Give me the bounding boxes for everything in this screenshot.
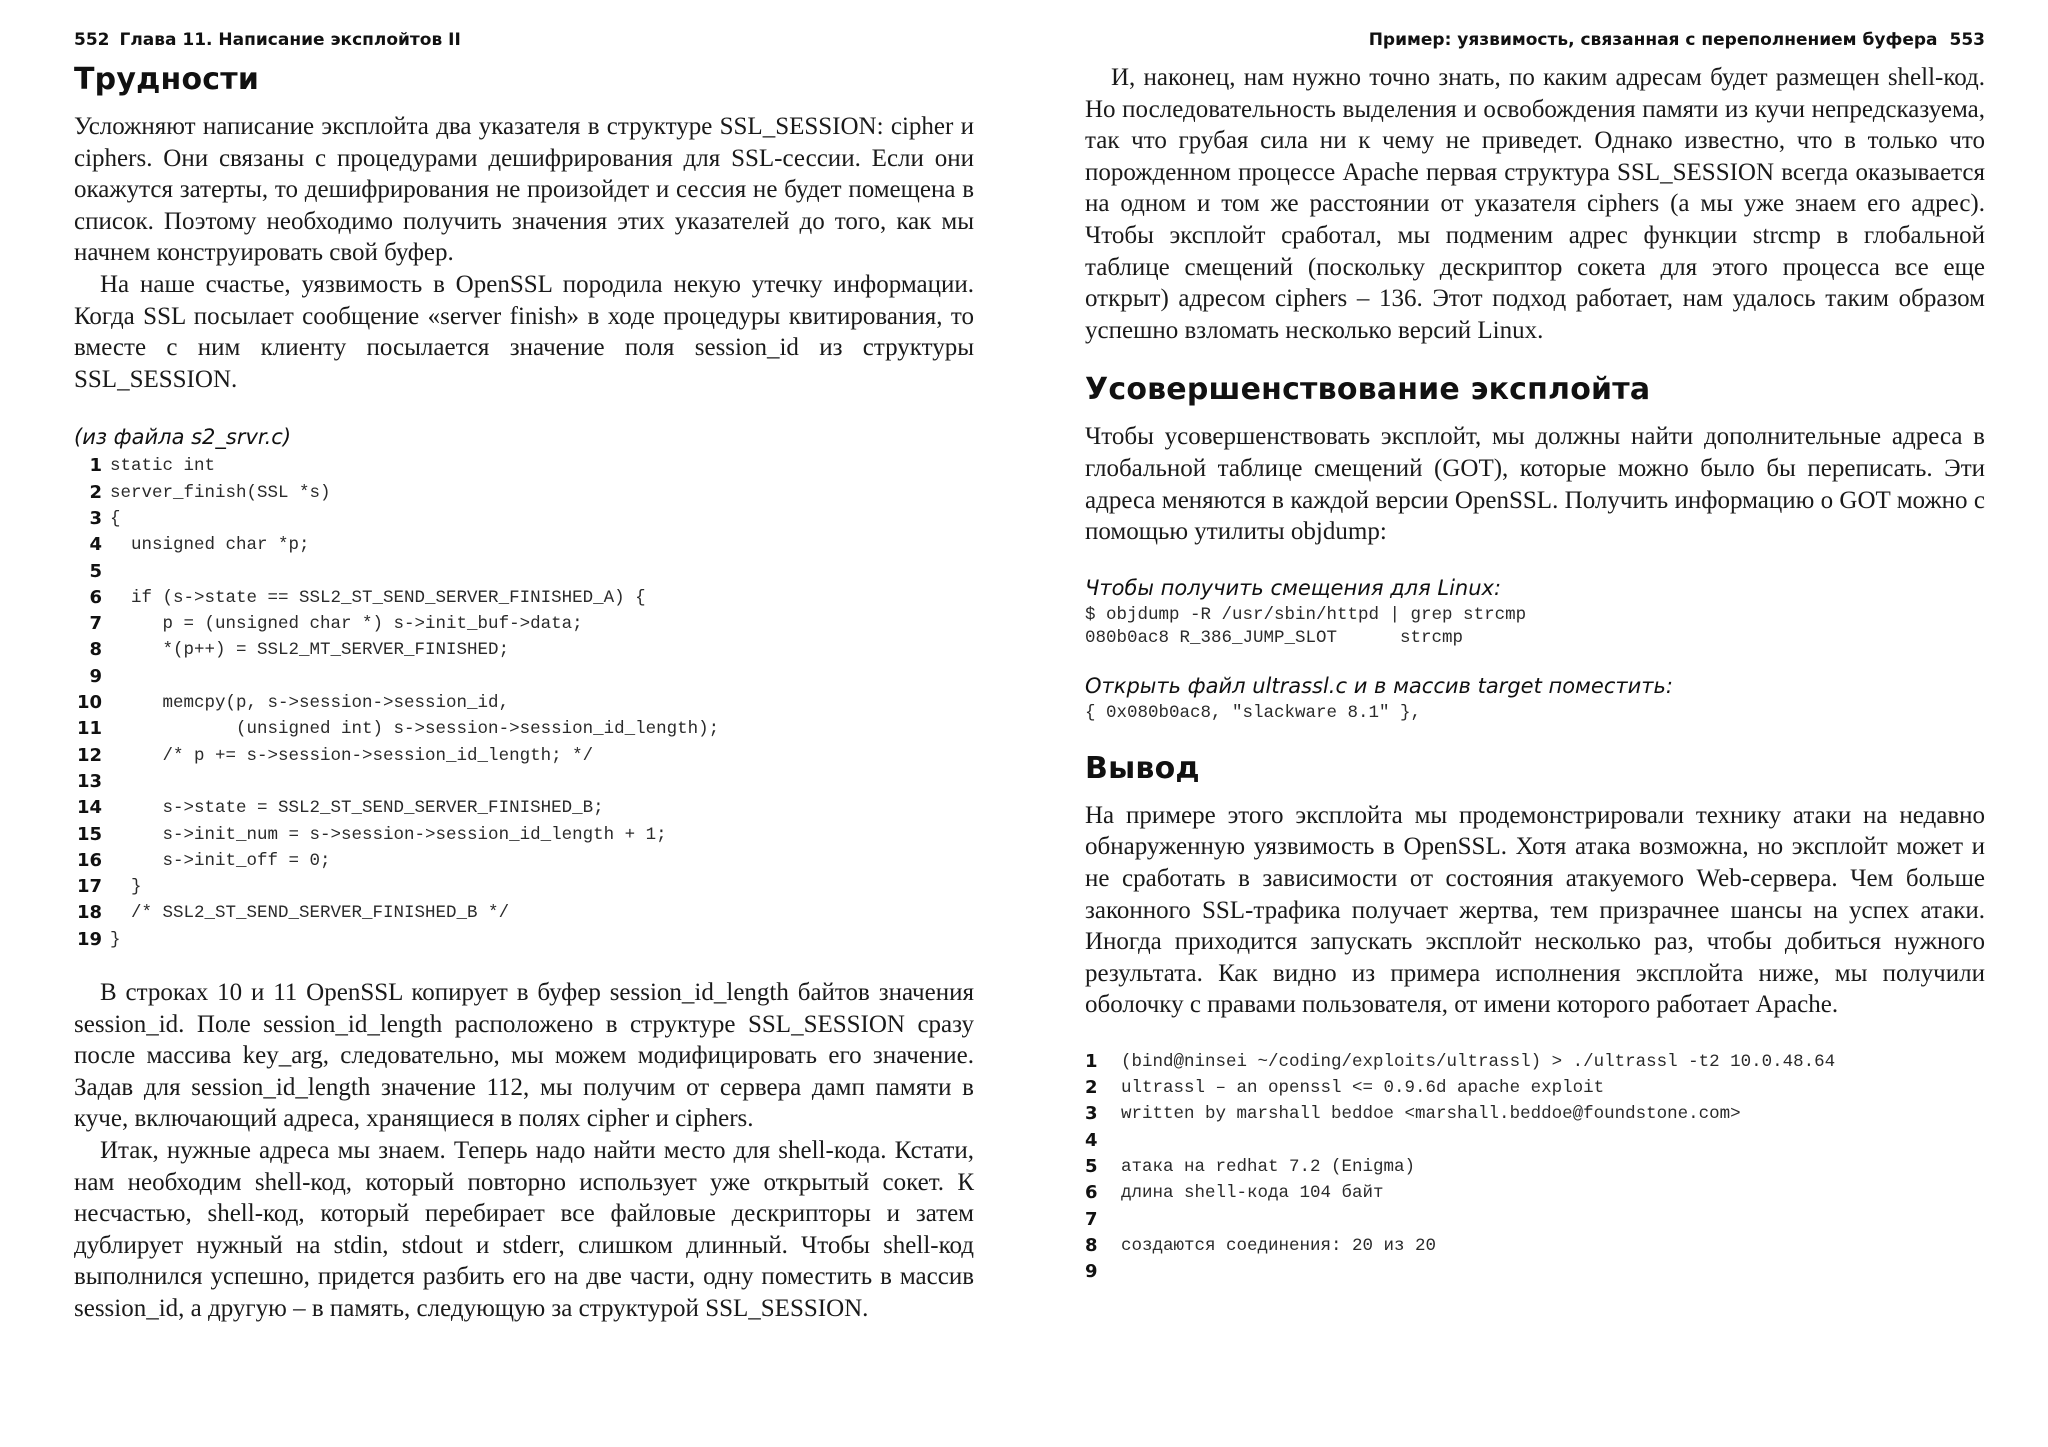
listing-line: [74, 822, 974, 848]
right-page: [1085, 0, 1985, 1447]
line-number: 8: [1085, 1234, 1098, 1256]
listing-line: [74, 664, 974, 690]
line-text: s->init_off = 0;: [110, 850, 331, 871]
listing-line: [74, 716, 974, 742]
line-text: ultrassl – an openssl <= 0.9.6d apache exploit: [1121, 1078, 1605, 1099]
line-text: [102, 559, 110, 585]
left-page-number: 552: [74, 30, 110, 50]
line-number: 4: [1085, 1129, 1098, 1151]
left-paragraph-3: В строках 10 и 11 OpenSSL копирует в буфер session_id_length байтов значения session_id. Поле session_id_length расположено в структуре SSL_SESSION сразу после массива key_arg, следовательно, мы можем модифицировать его значение. Задав для session_id_length значение 112, мы получим от сервера дамп памяти в куче, включающий адреса, хранящиеся в полях cipher и ciphers.: [74, 978, 974, 1133]
listing-line: [74, 585, 974, 611]
line-text: server_finish(SSL *s): [110, 482, 331, 503]
line-number: 18: [76, 902, 102, 924]
caption-linux-offsets: Чтобы получить смещения для Linux:: [1085, 575, 1502, 600]
left-chapter-title: Глава 11. Написание эксплойтов II: [119, 30, 461, 50]
line-text: /* p += s->session->session_id_length; */: [110, 745, 594, 766]
left-paragraph-4: Итак, нужные адреса мы знаем. Теперь надо найти место для shell-кода. Кстати, нам необходим shell-код, который повторно использует уже открытый сокет. К несчастью, shell-код, который перебирает все файловые дескрипторы и затем дублирует нужный на stdin, stdout и stderr, слишком длинный. Чтобы shell-код выполнился успешно, придется разбить его на две части, одну поместить в массив session_id, а другую – в память, следующую за структурой SSL_SESSION.: [74, 1136, 974, 1322]
line-text: memcpy(p, s->session->session_id,: [110, 693, 510, 714]
listing-line: [74, 743, 974, 769]
line-number: 3: [1085, 1103, 1098, 1125]
left-paragraph-2: На наше счастье, уязвимость в OpenSSL породила некую утечку информации. Когда SSL посылает сообщение «server finish» в ходе процедуры квитирования, то вместе с ним клиенту посылается значение поля session_id из структуры SSL_SESSION.: [74, 270, 974, 393]
line-number: 16: [76, 849, 102, 871]
listing-line: [74, 848, 974, 874]
line-text: p = (unsigned char *) s->init_buf->data;: [110, 614, 583, 635]
right-paragraph-1: И, наконец, нам нужно точно знать, по каким адресам будет размещен shell-код. Но последовательность выделения и освобождения памяти из кучи непредсказуема, так что грубая сила ни к чему не приведет. Однако известно, что в только что порожденном процессе Apache первая структура SSL_SESSION всегда оказывается на одном и том же расстоянии от указателя ciphers (а мы уже знаем его адрес). Чтобы эксплойт сработал, мы подменим адрес функции strcmp в глобальной таблице смещений (поскольку дескриптор сокета для этого процесса все еще открыт) адресом ciphers – 136. Этот подход работает, нам удалось таким образом успешно взломать несколько версий Linux.: [1085, 64, 1985, 344]
listing-line: [74, 795, 974, 821]
line-number: 2: [1085, 1077, 1098, 1099]
line-number: 1: [1085, 1050, 1098, 1072]
right-paragraph-2: Чтобы усовершенствовать эксплойт, мы должны найти дополнительные адреса в глобальной таблице смещений (GOT), которые можно было бы переписать. Эти адреса меняются в каждой версии OpenSSL. Получить информацию о GOT можно с помощью утилиты objdump:: [1085, 423, 1985, 546]
line-text: *(p++) = SSL2_MT_SERVER_FINISHED;: [110, 640, 510, 661]
exploit-output-listing: [1085, 1049, 1985, 1286]
line-text: s->state = SSL2_ST_SEND_SERVER_FINISHED_B;: [110, 798, 604, 819]
listing-line: [1085, 1101, 1985, 1127]
line-number: 19: [76, 928, 102, 950]
line-number: 9: [89, 665, 102, 687]
listing-line: [74, 506, 974, 532]
listing-line: [1085, 1180, 1985, 1206]
line-text: unsigned char *p;: [110, 535, 310, 556]
line-number: 9: [1085, 1261, 1098, 1283]
listing-line: [1085, 1259, 1985, 1285]
line-text: {: [110, 508, 121, 529]
line-number: 3: [89, 507, 102, 529]
line-number: 1: [89, 455, 102, 477]
listing-line: [1085, 1154, 1985, 1180]
listing-line: [1085, 1233, 1985, 1259]
line-text: [102, 664, 110, 690]
line-text: создаются соединения: 20 из 20: [1121, 1235, 1437, 1256]
line-text: static int: [110, 456, 216, 477]
listing-line: [74, 769, 974, 795]
line-number: 13: [76, 770, 102, 792]
line-number: 6: [89, 586, 102, 608]
line-text: [102, 769, 110, 795]
section-heading-conclusion: Вывод: [1085, 750, 1200, 786]
line-number: 5: [1085, 1156, 1098, 1178]
left-page: [74, 0, 974, 1447]
right-chapter-title: Пример: уязвимость, связанная с переполнением буфера: [1368, 30, 1938, 50]
left-running-head: [74, 30, 974, 54]
line-text: (bind@ninsei ~/coding/exploits/ultrassl) > ./ultrassl -t2 10.0.48.64: [1121, 1051, 1836, 1072]
listing-line: [74, 900, 974, 926]
line-text: s->init_num = s->session->session_id_length + 1;: [110, 824, 667, 845]
line-number: 5: [89, 560, 102, 582]
shell-objdump-command: $ objdump -R /usr/sbin/httpd | grep strcmp: [1085, 604, 1527, 625]
line-text: [1099, 1207, 1121, 1233]
line-text: /* SSL2_ST_SEND_SERVER_FINISHED_B */: [110, 903, 510, 924]
line-number: 15: [76, 823, 102, 845]
right-paragraph-3: На примере этого эксплойта мы продемонстрировали технику атаки на недавно обнаруженную уязвимость в OpenSSL. Хотя атака возможна, но эксплойт может и не сработать в зависимости от состояния атакуемого Web-сервера. Чем больше законного SSL-трафика получает жертва, тем призрачнее шансы на успех атаки. Иногда приходится запускать эксплойт несколько раз, чтобы добиться нужного результата. Как видно из примера исполнения эксплойта ниже, мы получили оболочку с правами пользователя, от имени которого работает Apache.: [1085, 801, 1985, 1019]
code-listing: [74, 453, 974, 953]
section-heading-improvement: Усовершенствование эксплойта: [1085, 372, 1651, 408]
line-number: 14: [76, 797, 102, 819]
listing-line: [74, 532, 974, 558]
line-text: (unsigned int) s->session->session_id_length);: [110, 719, 720, 740]
line-number: 11: [76, 718, 102, 740]
line-number: 2: [89, 481, 102, 503]
listing-line: [74, 559, 974, 585]
listing-line: [74, 874, 974, 900]
line-text: if (s->state == SSL2_ST_SEND_SERVER_FINISHED_A) {: [110, 587, 646, 608]
line-number: 7: [89, 613, 102, 635]
line-number: 17: [76, 876, 102, 898]
right-page-number: 553: [1949, 30, 1985, 50]
listing-line: [1085, 1128, 1985, 1154]
listing-line: [74, 637, 974, 663]
right-content: [1085, 62, 1985, 1286]
line-number: 4: [89, 534, 102, 556]
line-text: written by marshall beddoe <marshall.beddoe@foundstone.com>: [1121, 1104, 1741, 1125]
listing-line: [1085, 1049, 1985, 1075]
line-number: 12: [76, 744, 102, 766]
listing-line: [74, 480, 974, 506]
line-number: 6: [1085, 1182, 1098, 1204]
listing-line: [1085, 1075, 1985, 1101]
line-number: 10: [76, 692, 102, 714]
line-text: длина shell-кода 104 байт: [1121, 1183, 1384, 1204]
line-text: [1099, 1128, 1121, 1154]
listing-line: [74, 453, 974, 479]
shell-objdump-output: 080b0ac8 R_386_JUMP_SLOT strcmp: [1085, 627, 1464, 648]
section-heading-difficulties: Трудности: [74, 62, 260, 97]
listing-line: [74, 927, 974, 953]
line-text: [1099, 1259, 1121, 1285]
left-content: [74, 62, 974, 1325]
line-text: }: [110, 929, 121, 950]
listing-line: [74, 611, 974, 637]
right-running-head: [1085, 30, 1985, 54]
left-paragraph-1: Усложняют написание эксплойта два указателя в структуре SSL_SESSION: cipher и ciphers. Они связаны с процедурами дешифрирования для SSL-сессии. Если они окажутся затерты, то дешифрирования не произойдет и сессия не будет помещена в список. Поэтому необходимо получить значения этих указателей до того, как мы начнем конструировать свой буфер.: [74, 113, 974, 267]
line-number: 7: [1085, 1208, 1098, 1230]
caption-target-array: Открыть файл ultrassl.c и в массив target поместить:: [1085, 673, 1673, 698]
line-text: атака на redhat 7.2 (Enigma): [1121, 1157, 1416, 1178]
code-caption: (из файла s2_srvr.c): [74, 425, 292, 450]
line-text: }: [110, 877, 142, 898]
shell-target-entry: { 0x080b0ac8, "slackware 8.1" },: [1085, 702, 1422, 723]
listing-line: [74, 690, 974, 716]
line-number: 8: [89, 639, 102, 661]
listing-line: [1085, 1207, 1985, 1233]
